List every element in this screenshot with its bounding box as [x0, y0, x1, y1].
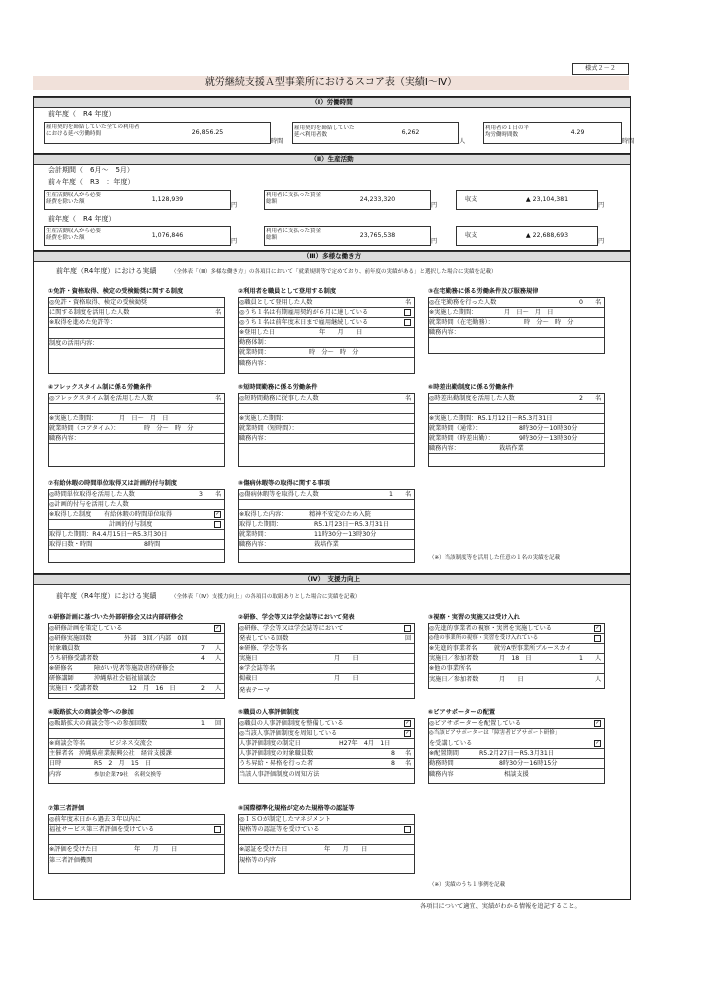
- income-r3-box: [44, 190, 231, 210]
- row-text: ◎うち１名は有期雇用契約が６月に達している: [239, 308, 414, 318]
- time: 9時30分～13時30分: [519, 435, 578, 442]
- section-header: （Ⅳ） 支援力向上: [34, 574, 630, 585]
- block-title: ⑦第三者評価: [48, 805, 85, 812]
- value: 2: [201, 685, 205, 692]
- block-inspection: [428, 623, 605, 689]
- block-title: ⑤職員の人事評価制度: [238, 709, 299, 716]
- row-text: うち研修受講者数: [49, 654, 224, 664]
- row-text: 人事評価制度の対象職員数: [239, 749, 414, 759]
- row-text: ◎免許・資格取得、検定の受検勧奨: [49, 298, 224, 308]
- block-presentation: [238, 623, 415, 699]
- row-text: 実施日／参加者数: [429, 654, 604, 664]
- block-flextime: [48, 393, 225, 467]
- unit: 回: [215, 720, 222, 727]
- yen-unit: 円: [231, 202, 238, 209]
- job: 相談支援: [504, 771, 529, 778]
- period: R5.2月27日～R5.3月31日: [479, 750, 554, 757]
- row-text: 職務内容：: [239, 540, 414, 550]
- checkbox[interactable]: ✓: [215, 511, 220, 517]
- row-text: 職務内容：: [49, 434, 224, 444]
- hours-unit: 時間: [622, 138, 635, 145]
- checkbox[interactable]: ✓: [215, 625, 220, 631]
- block-title: ⑥時差出勤制度に係る労働条件: [428, 384, 514, 391]
- checkbox[interactable]: ✓: [405, 730, 410, 736]
- row-text: ※先進的事業者名: [429, 644, 604, 654]
- system: 計画的付与制度: [109, 521, 153, 528]
- row-text: 職務内容：: [429, 444, 604, 454]
- row-empty: [49, 328, 224, 339]
- avg-hours-label: 利用者の１日の平均労働時間数: [485, 125, 530, 138]
- yen-unit: 円: [431, 238, 438, 245]
- row-empty: [49, 404, 224, 414]
- block-title: ①研修計画に基づいた外部研修会又は内部研修会: [48, 614, 184, 621]
- income-r3-value: 1,128,939: [151, 196, 184, 203]
- row-text: 就業時間（通常）：: [429, 424, 604, 434]
- yen-unit: 円: [598, 238, 605, 245]
- row-text: ◎前年度末日から過去３年以内に: [49, 815, 224, 825]
- row-text: 取得した期間：R4.4月15日～R5.3月30日: [49, 530, 224, 540]
- row-text: ※配置期間: [429, 749, 604, 759]
- hours: 8時間: [144, 541, 161, 548]
- unit: 名: [595, 395, 602, 402]
- row-text: 発表している回数: [239, 634, 414, 644]
- row-text: 就業時間：: [239, 530, 414, 540]
- row-text: ◎ピアサポーターを配置している: [429, 719, 604, 729]
- block-license: [48, 297, 225, 374]
- unit: 名: [405, 395, 412, 402]
- row-text: ◎販路拡大の商談会等への参加回数: [49, 719, 224, 729]
- system: 有給休暇の時間単位取得: [104, 511, 173, 518]
- user-count-value: 6,262: [401, 129, 420, 136]
- wage-r4-value: 23,765,538: [359, 232, 396, 239]
- value: 2: [579, 395, 583, 402]
- row-text: 勤務時間: [429, 759, 604, 769]
- row-text: ◎短時間勤務に従事した人数: [239, 394, 414, 404]
- intro-note: （全体表「（Ⅳ）支援力向上」の各項目の取組ありとした場合に実績を記載）: [171, 594, 361, 600]
- year-label: 前年度（ R4 年度）: [48, 110, 116, 118]
- intro-note: （全体表「（Ⅲ）多様な働き方」の各項目において「就業規則等で定めており、前年度の実績がある」と選択した場合に実績を記載）: [171, 269, 497, 275]
- income-r4-box: [44, 226, 231, 246]
- date: R5 2 月 15 日: [94, 760, 152, 767]
- checkbox[interactable]: ✓: [595, 625, 600, 631]
- time: 時 分～ 時 分: [524, 319, 574, 326]
- row-text: ※取得を進めた免許等：: [49, 318, 224, 328]
- row-text: ※商談会等名: [49, 739, 224, 749]
- checkbox[interactable]: [404, 826, 411, 833]
- row-text: ◎計画的付与を活用した人数: [49, 500, 224, 510]
- value: 8: [391, 750, 395, 757]
- date: 月 日～ 月 日: [504, 309, 554, 316]
- date: 年 月 日: [134, 846, 178, 853]
- unit: 人: [215, 655, 222, 662]
- row-text: ※実施した期間：: [239, 414, 414, 424]
- unit: 名: [215, 395, 222, 402]
- unit: 人: [215, 645, 222, 652]
- row-text: 掲載日: [239, 674, 414, 684]
- value: 0: [579, 299, 583, 306]
- row-empty: [239, 835, 414, 845]
- row-text: 規格等の内容: [239, 857, 277, 864]
- block-sick-leave: [238, 489, 415, 563]
- block-title: ⑧傷病休暇等の取得に関する事項: [238, 480, 330, 487]
- row-text: 勤務体制：: [239, 338, 414, 348]
- row-text: 研修講師: [49, 674, 224, 684]
- section-diverse-work: [33, 250, 631, 574]
- row-empty: [239, 404, 414, 414]
- block-title: ④フレックスタイム制に係る労働条件: [48, 384, 152, 391]
- block-title: ④販路拡大の商談会等への参加: [48, 709, 134, 716]
- time: 11時30分～13時30分: [314, 531, 377, 538]
- row-text: 職務内容：: [239, 434, 414, 444]
- row-empty: [429, 404, 604, 414]
- row-text: 主催者名: [49, 749, 224, 759]
- row-text: ※学会誌等名: [239, 664, 414, 674]
- row-text: ◎うち１名は前年度末日まで雇用継続している: [239, 318, 414, 328]
- wage-r3-box: [264, 190, 431, 210]
- lecturer: 沖縄県社会福祉協議会: [94, 675, 156, 682]
- date: 年 月 日: [324, 846, 368, 853]
- total-hours-value: 26,856.25: [191, 129, 224, 136]
- total-hours-label: 雇用契約を締結していた全ての利用者における延べ労働時間: [46, 124, 140, 137]
- row-text: ※研修名: [49, 664, 224, 674]
- unit: 名: [405, 491, 412, 498]
- time: 時 分～ 時 分: [144, 425, 194, 432]
- value: 1: [389, 491, 393, 498]
- row-text: 制度の活用内容：: [49, 339, 224, 349]
- note: （※）実績のうち１事例を記載: [429, 882, 506, 888]
- date: 年 月 日: [319, 329, 363, 336]
- row-text: 実施日・受講者数: [49, 684, 224, 694]
- row-text: 就業時間（コアタイム）：: [49, 424, 224, 434]
- wage-r4-box: [264, 226, 431, 246]
- row-text: ◎時差出勤制度を活用した人数: [429, 394, 604, 404]
- note: （※）当該制度等を活用した任意の１名の実績を記載: [429, 555, 561, 561]
- block-training: [48, 623, 225, 699]
- yen-unit: 円: [431, 202, 438, 209]
- unit: 名: [405, 299, 412, 306]
- row-text: ◎傷病休暇等を取得した人数: [239, 490, 414, 500]
- unit: 名: [215, 309, 222, 316]
- row-text: 内容: [49, 771, 62, 778]
- block-staff-promotion: [238, 297, 415, 374]
- training-name: 障がい児者等施設虐待研修会: [94, 665, 175, 672]
- block-telework: [428, 297, 605, 354]
- hours-unit: 時間: [271, 138, 284, 145]
- wage-label: 利用者に支払った賃金総額: [266, 192, 322, 205]
- row-text: ◎在宅勤務を行った人数: [429, 298, 604, 308]
- date: 月 日: [334, 655, 359, 662]
- yen-unit: 円: [598, 202, 605, 209]
- row-empty: [239, 500, 414, 510]
- row-text: 当該人事評価制度の周知方法: [239, 771, 320, 778]
- accounting-period: 会計期間（ 6月～ 5月）: [48, 166, 134, 174]
- row-text: ◎当該ピアサポーターは「障害者ピアサポート研修」: [429, 730, 561, 736]
- row-empty: [49, 835, 224, 845]
- block-title: ②研修、学会等又は学会誌等において発表: [238, 614, 355, 621]
- avg-hours-box: [483, 122, 622, 144]
- row-text: ※登用した日: [239, 328, 414, 338]
- row-text: 対象職員数: [49, 644, 224, 654]
- row-text: ※実施した期間：R5.1月12日～R5.3月31日: [429, 414, 604, 424]
- row-text: ◎職員として登用した人数: [239, 298, 414, 308]
- block-iso: [238, 814, 415, 874]
- block-short-time: [238, 393, 415, 467]
- row-text: 就業時間（在宅勤務）：: [429, 318, 604, 328]
- count: 外部 3回／内部 0回: [124, 635, 188, 642]
- avg-hours-value: 4.29: [570, 129, 585, 136]
- block-peer-supporter: [428, 718, 605, 784]
- value: 8: [391, 760, 395, 767]
- unit: 人: [595, 655, 602, 662]
- date: 月 日: [334, 675, 359, 682]
- total-hours-box: [44, 122, 271, 144]
- checkbox[interactable]: [594, 635, 601, 642]
- unit: 名: [405, 750, 412, 757]
- block-paid-leave: [48, 489, 225, 563]
- prev-year: 前年度（ R4 年度）: [48, 215, 116, 223]
- row-text: ◎研修、学会等又は学会誌等において: [239, 624, 414, 634]
- row-text: 福祉サービス第三者評価を受けている: [49, 825, 224, 835]
- row-text: ※評価を受けた日: [49, 845, 224, 855]
- section-support: [33, 573, 631, 900]
- date: 12 月 16 日: [129, 685, 176, 692]
- meeting-name: ビジネス交流会: [109, 740, 153, 747]
- block-title: ⑤短時間勤務に係る労働条件: [238, 384, 318, 391]
- checkbox[interactable]: [214, 826, 221, 833]
- time: 8時30分～16時15分: [499, 760, 558, 767]
- block-title: ②利用者を職員として登用する制度: [238, 288, 337, 295]
- row-text: 就業時間（時差出勤）：: [429, 434, 604, 444]
- row-text: ◎他の事業所の視察・実習を受け入れている: [429, 634, 604, 644]
- yen-unit: 円: [231, 238, 238, 245]
- section-production: [33, 153, 631, 251]
- block-business-meeting: [48, 718, 225, 784]
- unit: 人: [215, 685, 222, 692]
- checkbox[interactable]: ✓: [405, 720, 410, 726]
- row-text: ※取得した制度: [49, 510, 224, 520]
- income-label: 生産活動収入から必要経費を除いた額: [46, 192, 102, 205]
- row-text: ※実施した期間：: [429, 308, 604, 318]
- content: 参加企業79社 名刺交換等: [94, 772, 162, 778]
- job: 栽培作業: [314, 541, 339, 548]
- user-count-label: 雇用契約を締結していた延べ利用者数: [294, 125, 355, 138]
- section-header: （Ⅰ）労働時間: [34, 97, 630, 108]
- row-text: ◎研修実施回数: [49, 634, 224, 644]
- value: 3: [199, 491, 203, 498]
- block-title: ⑦有給休暇の時間単位取得又は計画的付与制度: [48, 480, 177, 487]
- wage-label: 利用者に支払った賃金総額: [266, 228, 322, 241]
- row-text: 取得日数・時間: [49, 540, 224, 550]
- value: 7: [201, 645, 205, 652]
- checkbox[interactable]: [404, 625, 411, 632]
- row-text: ※取得した内容：: [239, 510, 414, 520]
- row-text: 就業時間（短時間）：: [239, 424, 414, 434]
- section-header: （Ⅲ）多様な働き方: [34, 251, 630, 262]
- income-r4-value: 1,076,846: [151, 232, 184, 239]
- unit: 名: [215, 491, 222, 498]
- row-text: ※実施した期間：: [49, 414, 224, 424]
- checkbox[interactable]: [404, 309, 411, 316]
- unit: 回: [405, 635, 412, 642]
- date: 月 日～ 月 日: [119, 415, 169, 422]
- balance-r4-value: ▲ 22,688,693: [525, 232, 569, 239]
- row-text: 取得した期間：: [239, 520, 414, 530]
- checkbox[interactable]: [404, 319, 411, 326]
- row-text: 第三者評価機関: [49, 857, 93, 864]
- page-title: 就労継続支援Ａ型事業所におけるスコア表（実績Ⅰ～Ⅳ）: [33, 76, 629, 90]
- row-text: ◎職員の人事評価制度を整備している: [239, 719, 414, 729]
- row-text: 職務内容：: [429, 328, 604, 338]
- time: 時 分～ 時 分: [309, 349, 359, 356]
- people-unit: 人: [459, 138, 466, 145]
- company: 就労A型事業所ブルースカイ: [494, 645, 572, 652]
- row-text: 発表テーマ: [239, 687, 270, 694]
- checkbox[interactable]: [214, 521, 221, 528]
- row-text: 就業時間：: [239, 348, 414, 358]
- balance-r4-box: [456, 226, 598, 246]
- value: 1: [579, 655, 583, 662]
- block-title: ③視察・実習の実施又は受け入れ: [428, 614, 520, 621]
- row-text: ◎当該人事評価制度を周知している: [239, 729, 414, 739]
- user-count-box: [292, 122, 459, 144]
- row-text: に関する制度を活用した人数: [49, 308, 224, 318]
- block-staggered: [428, 393, 605, 467]
- prev-prev-year: 前々年度（ R3 ：年度）: [48, 178, 135, 186]
- balance-label: 収支: [465, 196, 478, 203]
- date: H27年 4月 1日: [339, 740, 391, 747]
- block-title: ⑧国際標準化規格が定めた規格等の認証等: [238, 805, 355, 812]
- block-title: ⑥ピアサポーターの配置: [428, 709, 496, 716]
- section-header: （Ⅱ）生産活動: [34, 154, 630, 165]
- row-text: ※他の事業所名: [429, 664, 604, 674]
- row-text: 職務内容: [429, 771, 454, 778]
- row-text: 実施日／参加者数: [429, 676, 479, 683]
- checkbox[interactable]: ✓: [595, 720, 600, 726]
- balance-label: 収支: [465, 232, 478, 239]
- value: 1: [201, 720, 205, 727]
- income-label: 生産活動収入から必要経費を除いた額: [46, 228, 102, 241]
- checkbox[interactable]: ✓: [595, 740, 600, 746]
- intro-main: 前年度（R4年度）における実績: [56, 267, 157, 275]
- row-text: ※研修、学会等名: [239, 644, 414, 654]
- row-empty: [49, 729, 224, 739]
- row-text: うち昇給・昇格を行った者: [239, 759, 414, 769]
- row-text: ◎フレックスタイム制を活用した人数: [49, 394, 224, 404]
- balance-r3-box: [456, 190, 598, 210]
- block-title: ①免許・資格取得、検定の受検勧奨に関する制度: [48, 288, 184, 295]
- section-labor-hours: [33, 96, 635, 154]
- row-text: 規格等の認証等を受けている: [239, 825, 414, 835]
- footer-note: 各項目について適宜、実績がわかる情報を追記すること。: [420, 903, 581, 910]
- organizer: 沖縄県産業振興公社 経営支援課: [79, 750, 172, 757]
- row-text: 人事評価制度の制定日: [239, 739, 414, 749]
- row-text: ◎先進的事業者の視察・実習を実施している: [429, 624, 604, 634]
- row-text: を受講している: [429, 739, 604, 749]
- balance-r3-value: ▲ 23,104,381: [525, 196, 569, 203]
- block-title: ③在宅勤務に係る労働条件及び服務規律: [428, 288, 539, 295]
- unit: 名: [405, 760, 412, 767]
- row-text: ◎時間単位取得を活用した人数: [49, 490, 224, 500]
- form-number: 様式２－２: [572, 63, 629, 75]
- row-text: ◎ＩＳＯが制定したマネジメント: [239, 815, 414, 825]
- unit: 人: [595, 676, 602, 683]
- intro-main: 前年度（R4年度）における実績: [56, 592, 157, 600]
- date: R5.1月23日～R5.3月31日: [314, 521, 389, 528]
- date: 月 日: [499, 676, 524, 683]
- job: 栽培作業: [499, 445, 524, 452]
- row-text: 職務内容：: [239, 360, 270, 367]
- row-text: ◎研修計画を策定している: [49, 624, 224, 634]
- block-evaluation: [238, 718, 415, 784]
- content: 精神不安定のため入院: [309, 511, 371, 518]
- wage-r3-value: 24,233,320: [359, 196, 396, 203]
- value: 4: [201, 655, 205, 662]
- date: 月 18 日: [499, 655, 532, 662]
- block-third-party: [48, 814, 225, 874]
- row-text: 日時: [49, 759, 224, 769]
- row-text: 実施日: [239, 654, 414, 664]
- row-text: ※認証を受けた日: [239, 845, 414, 855]
- time: 8時30分～10時30分: [519, 425, 578, 432]
- unit: 名: [595, 299, 602, 306]
